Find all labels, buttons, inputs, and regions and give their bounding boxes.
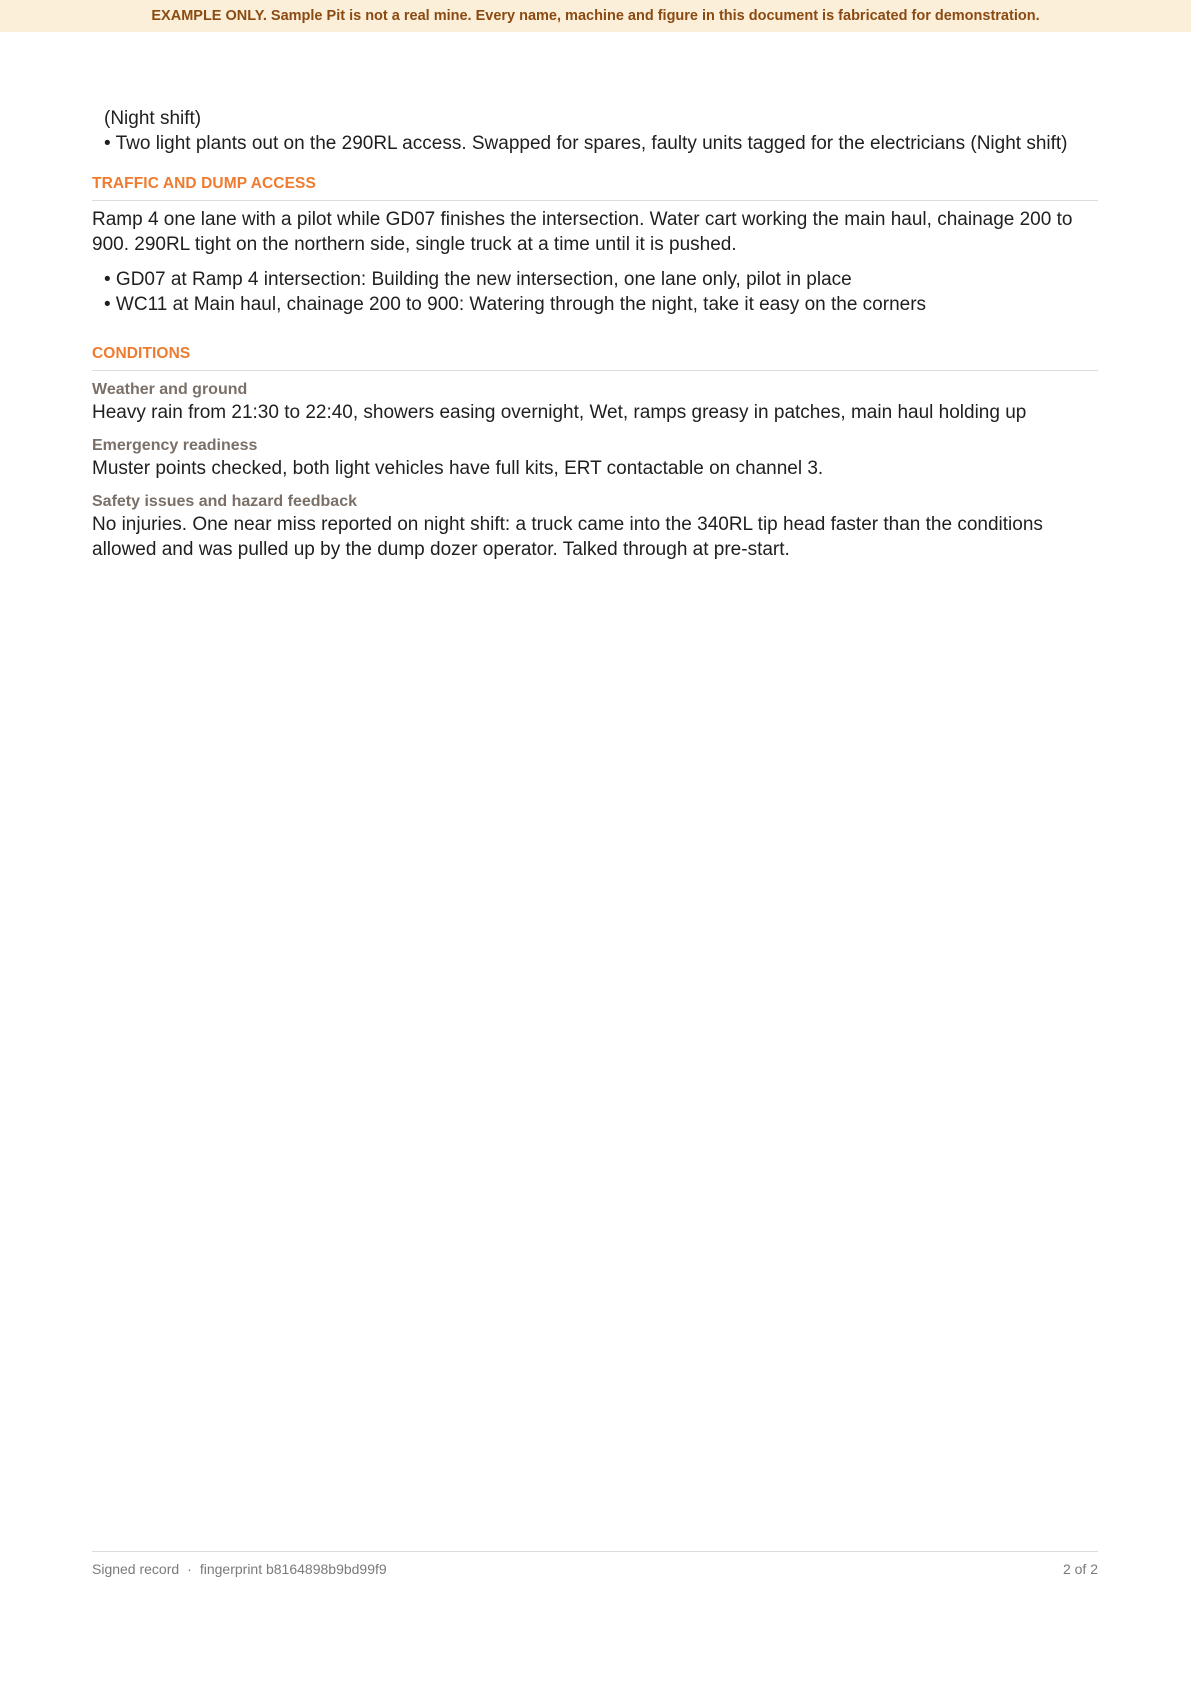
- footer-separator: ·: [187, 1561, 192, 1577]
- traffic-section-heading: TRAFFIC AND DUMP ACCESS: [92, 175, 1098, 201]
- carryover-list: [92, 106, 1098, 156]
- list-item: (Night shift): [104, 108, 202, 129]
- example-disclaimer-banner: EXAMPLE ONLY. Sample Pit is not a real mine. Every name, machine and figure in this document is fabricated for demonstration.: [0, 0, 1191, 32]
- safety-label: Safety issues and hazard feedback: [92, 493, 357, 510]
- emergency-text: Muster points checked, both light vehicles have full kits, ERT contactable on channel 3.: [92, 458, 824, 479]
- page-number: 2 of 2: [1062, 1561, 1098, 1577]
- safety-text: No injuries. One near miss reported on night shift: a truck came into the 340RL tip head faster than the conditions allowed and was pulled up by the dump dozer operator. Talked through at pre-start.: [92, 514, 1043, 560]
- document-body: [92, 106, 1098, 562]
- list-item: • Two light plants out on the 290RL access. Swapped for spares, faulty units tagged for the electricians (Night shift): [104, 133, 1068, 154]
- list-item: • GD07 at Ramp 4 intersection: Building the new intersection, one lane only, pilot in place: [104, 269, 852, 290]
- signature-info: [92, 1561, 387, 1577]
- page-footer: [92, 1551, 1098, 1577]
- weather-text: Heavy rain from 21:30 to 22:40, showers easing overnight, Wet, ramps greasy in patches, main haul holding up: [92, 402, 1027, 423]
- conditions-section-heading: CONDITIONS: [92, 345, 1098, 371]
- traffic-summary: Ramp 4 one lane with a pilot while GD07 finishes the intersection. Water cart working the main haul, chainage 200 to 900. 290RL tight on the northern side, single truck at a time until it is pushed.: [92, 209, 1073, 255]
- list-item: • WC11 at Main haul, chainage 200 to 900: Watering through the night, take it easy on the corners: [104, 294, 927, 315]
- traffic-list: [92, 267, 1098, 317]
- signed-record-label: Signed record: [92, 1561, 180, 1577]
- fingerprint-text: fingerprint b8164898b9bd99f9: [199, 1561, 387, 1577]
- emergency-label: Emergency readiness: [92, 437, 258, 454]
- weather-label: Weather and ground: [92, 381, 248, 398]
